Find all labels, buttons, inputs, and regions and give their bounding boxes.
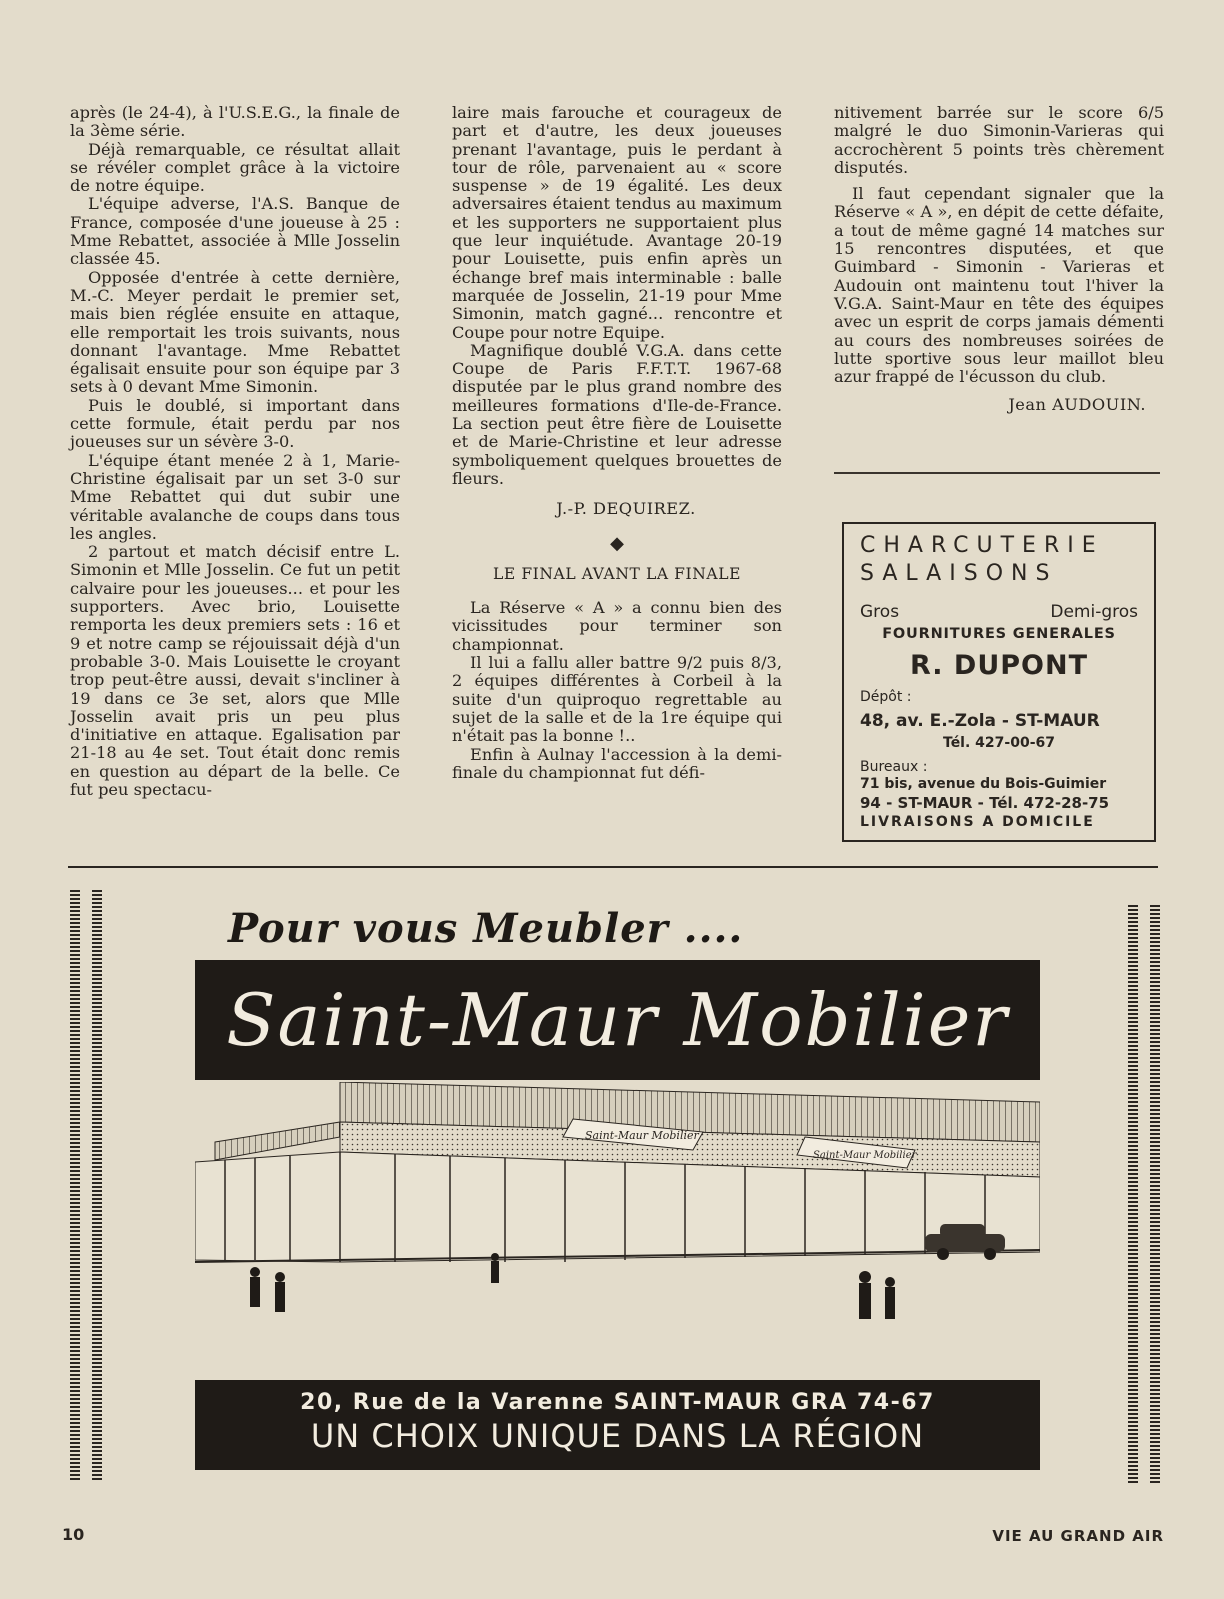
border-hatch [70,890,80,1480]
ad-address: 20, Rue de la Varenne SAINT-MAUR GRA 74-67 [300,1390,935,1415]
paragraph: Il lui a fallu aller battre 9/2 puis 8/3, 2 équipes différentes à Corbeil à la suite d'un quiproquo regrettable au sujet de la salle et de la 1re équipe qui n'était pas la bonne !.. [452,653,782,746]
paragraph: nitivement barrée sur le score 6/5 malgré le duo Simonin-Varieras qui accrochèrent 5 points très chèrement disputés. [834,103,1164,177]
pedestrian-icon [250,1253,895,1319]
ad-company-name: R. DUPONT [909,650,1089,681]
ad-slogan: Pour vous Meubler .... [228,905,744,952]
paragraph: Magnifique doublé V.G.A. dans cette Coupe de Paris F.F.T.T. 1967-68 disputée par le plus grand nombre des meilleures formations d'Ile-de-France. La section peut être fière de Louisette et de Marie-Christine et leur adresse symboliquement quelques brouettes de fleurs. [452,340,782,488]
ad-heading: CHARCUTERIE [860,533,1104,558]
article-column-2 [452,104,782,782]
paragraph: 2 partout et match décisif entre L. Simonin et Mlle Josselin. Ce fut un petit calvaire pour les joueuses... et pour les supporters. Avec brio, Louisette remporta les deux premiers sets : 16 et 9 et notre camp se réjouissait déjà d'un probable 3-0. Mais Louisette le croyant trop peut-être aussi, devait s'incliner à 19 dans ce 3e set, alors que Mlle Josselin avait pris un peu plus d'initiative en attaque. Egalisation par 21-18 au 4e set. Tout était donc remis en question au départ de la belle. Ce fut peu spectacu- [70,542,400,799]
paragraph: Puis le doublé, si important dans cette formule, était perdu par nos joueuses sur un sévère 3-0. [70,395,400,452]
article-column-1 [70,104,400,799]
magazine-name: VIE AU GRAND AIR [992,1527,1164,1545]
signature: Jean AUDOUIN. [1008,395,1146,415]
ad-text: Bureaux : [860,759,928,775]
ad-text: LIVRAISONS A DOMICILE [860,814,1095,830]
paragraph: La Réserve « A » a connu bien des vicissitudes pour terminer son championnat. [452,598,782,654]
ad-address: 94 - ST-MAUR - Tél. 472-28-75 [860,794,1110,812]
border-hatch [1128,905,1138,1485]
section-heading: LE FINAL AVANT LA FINALE [492,564,742,583]
article-column-3 [834,104,1164,415]
paragraph: L'équipe adverse, l'A.S. Banque de France, composée d'une joueuse à 25 : Mme Rebattet, associée à Mlle Josselin classée 45. [70,194,400,269]
ad-text: Demi-gros [1050,602,1138,622]
page-number: 10 [62,1525,85,1544]
paragraph: laire mais farouche et courageux de part et d'autre, les deux joueuses prenant l'avantage, puis le perdant à tour de rôle, parvenaient au « score suspense » de 19 égalité. Les deux adversaires étaient tendus au maximum et les supporters ne supportaient plus que leur inquiétude. Avantage 20-19 pour Louisette, puis enfin après un échange bref mais interminable : balle marquée de Josselin, 21-19 pour Mme Simonin, match gagné... rencontre et Coupe pour notre Equipe. [452,103,782,342]
paragraph: après (le 24-4), à l'U.S.E.G., la finale de la 3ème série. [70,103,400,141]
ad-footer-band [195,1380,1040,1470]
store-illustration [195,1082,1040,1352]
paragraph: L'équipe étant menée 2 à 1, Marie-Christine égalisait par un set 3-0 sur Mme Rebattet qui dut subir une véritable avalanche de coups dans tous les angles. [70,450,400,543]
border-hatch [1150,905,1160,1485]
diamond-ornament-icon: ◆ [610,532,624,554]
ad-text: Gros [860,602,900,622]
paragraph: Opposée d'entrée à cette dernière, M.-C. Meyer perdait le premier set, mais bien réglée ensuite en attaque, elle remportait les trois suivants, nous donnant l'avantage. Mme Rebattet égalisait ensuite pour son équipe par 3 sets à 0 devant Mme Simonin. [70,267,400,397]
paragraph: Enfin à Aulnay l'accession à la demi-finale du championnat fut défi- [452,744,782,782]
ad-text: FOURNITURES GENERALES [882,626,1116,642]
divider [68,866,1158,868]
signature: J.-P. DEQUIREZ. [556,499,696,519]
ad-brand-banner: Saint-Maur Mobilier [195,960,1040,1080]
border-hatch [92,890,102,1480]
ad-address: 71 bis, avenue du Bois-Guimier [860,776,1107,792]
divider [834,472,1160,474]
ad-tagline: UN CHOIX UNIQUE DANS LA RÉGION [310,1417,925,1455]
ad-text: Dépôt : [860,689,912,705]
ad-phone: Tél. 427-00-67 [943,735,1055,751]
ad-heading: SALAISONS [860,561,1058,586]
paragraph: Déjà remarquable, ce résultat allait se révéler complet grâce à la victoire de notre équipe. [70,139,400,196]
paragraph: Il faut cependant signaler que la Réserve « A », en dépit de cette défaite, a tout de même gagné 14 matches sur 15 rencontres disputées, et que Guimbard - Simonin - Varieras et Audouin ont maintenu tout l'hiver la V.G.A. Saint-Maur en tête des équipes avec un esprit de corps jamais démenti au cours des nombreuses soirées de lutte sportive sous leur maillot bleu azur frappé de l'écusson du club. [834,184,1164,387]
svg-text:Saint-Maur Mobilier: Saint-Maur Mobilier [813,1150,917,1161]
svg-text:Saint-Maur Mobilier: Saint-Maur Mobilier [585,1129,699,1142]
ad-address: 48, av. E.-Zola - ST-MAUR [860,711,1100,731]
charcuterie-ad [842,522,1156,842]
